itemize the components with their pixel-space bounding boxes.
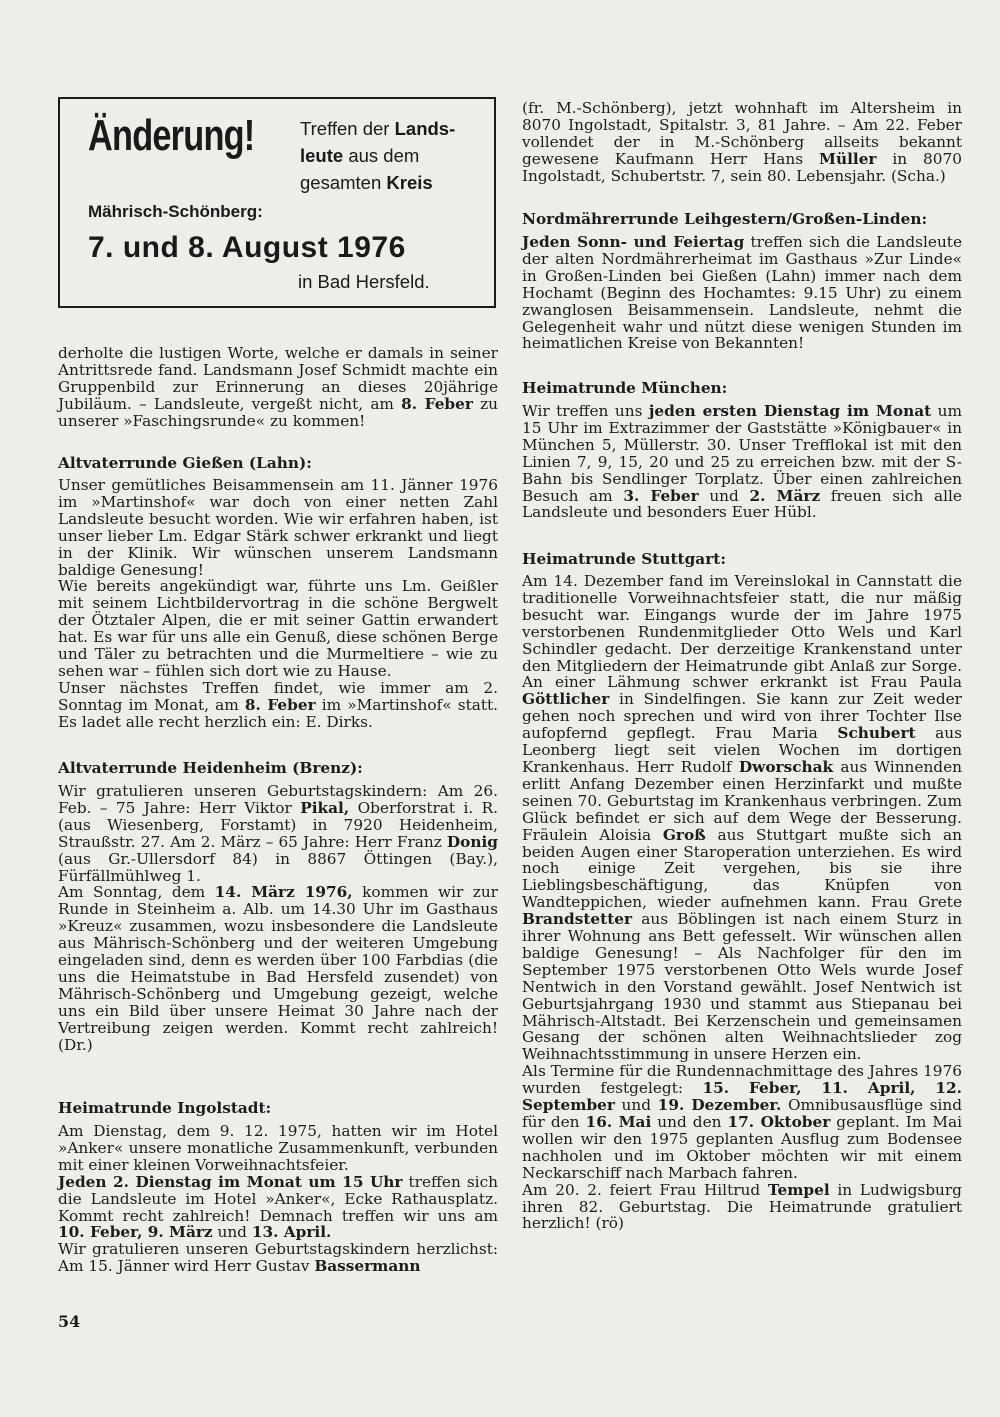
text: derholte die lustigen Worte, welche er damals in seiner Antrittsrede fand. Landsmann Josef Schmidt machte ein Gruppenbild zur Erinnerung an dieses 20jährige Jubiläum. – Landsleute, vergeßt nicht, am <box>58 344 498 413</box>
paragraph <box>522 403 962 521</box>
bold-text: Müller <box>819 149 877 168</box>
text: (fr. M.-Schönberg), jetzt wohnhaft im Altersheim in 8070 Ingolstadt, Spitalstr. 3, 81 Jahre. – Am 22. Feber vollendet der in M.-Schönberg allseits bekannt gewesene Kaufmann Herr Hans <box>522 99 962 168</box>
section-body-stuttgart <box>522 573 962 1232</box>
paragraph <box>58 1241 498 1275</box>
bold-text: 13. April. <box>251 1223 332 1242</box>
notice-bold: Lands- <box>394 118 456 139</box>
section-heading-heidenheim: Altvaterrunde Heidenheim (Brenz): <box>58 759 363 777</box>
bold-text: Tempel <box>767 1180 830 1199</box>
bold-text: Bassermann <box>314 1257 421 1276</box>
paragraph <box>58 884 498 1053</box>
text: Am 20. 2. feiert Frau Hiltrud <box>522 1180 768 1199</box>
text: in Ludwigsburg ihren 82. Geburtstag. Die Heimatrunde gratuliert herzlich! (rö) <box>522 1180 962 1233</box>
text: aus Stuttgart mußte sich an beiden Augen einer Staroperation unterziehen. Es wird noch einige Zeit vergehen, bis sie ihre Lieblingsbeschäftigung, das Knüpfen von Wandteppichen, wieder aufnehmen kann. Frau Grete <box>522 825 962 912</box>
bold-text: 8. Feber <box>244 695 316 714</box>
text: und <box>212 1223 252 1242</box>
paragraph <box>522 1063 962 1181</box>
text: Wir treffen uns <box>522 402 649 420</box>
bold-text: Dworschak <box>738 757 834 776</box>
text: Wir gratulieren unseren Geburtstagskindern: Am 26. Feb. – 75 Jahre: Herr Viktor <box>58 782 498 817</box>
bold-text: Jeden 2. Dienstag im Monat um 15 Uhr <box>58 1172 403 1191</box>
page-number: 54 <box>58 1312 81 1331</box>
bold-text: Schubert <box>837 724 916 743</box>
text: treffen sich die Landsleute der alten Nordmährerheimat im Gasthaus »Zur Linde« in Großen-Linden bei Gießen (Lahn) immer nach dem Hochamt (Beginn des Hochamtes: 9.15 Uhr) zu einem zwanglosen Beisammensein. Landsleute, nehmt die Gelegenheit wahr und nützt diese wenigen Stunden im heimatlichen Kreise von Bekannten! <box>522 233 963 353</box>
paragraph <box>522 573 962 1063</box>
text: zu unserer »Faschingsrunde« zu kommen! <box>58 394 498 430</box>
text: aus Böblingen ist nach einem Sturz in ihrer Wohnung ans Bett gefesselt. Wir wünschen allen baldige Genesung! – Als Nachfolger für den im September 1975 verstorbenen Otto Wels wurde Josef Nentwich in den Vorstand gewählt. Josef Nentwich ist Geburtsjahrgang 1930 und stammt aus Stiepanau bei Mährisch-Altstadt. Bei Kerzenschein und gemeinsamen Gesang der schönen alten Weihnachtslieder zog Weihnachtsstimmung in unsere Herzen ein. <box>522 910 962 1064</box>
paragraph <box>522 234 962 352</box>
bold-text: 3. Feber <box>623 486 699 505</box>
paragraph <box>522 1182 962 1233</box>
text: Unser nächstes Treffen findet, wie immer am 2. Sonntag im Monat, am <box>58 678 498 714</box>
section-body-ingolstadt-continued <box>522 100 962 185</box>
bold-text: 17. Oktober <box>727 1113 831 1131</box>
text: und <box>614 1096 658 1115</box>
notice-text: Treffen der <box>300 118 395 139</box>
notice-region: Mährisch-Schönberg: <box>88 202 263 221</box>
bold-text: 16. Mai <box>585 1113 652 1131</box>
text: und <box>698 486 750 505</box>
text: Oberforstrat i. R. (aus Wiesenberg, Forstamt) in 7920 Heidenheim, Straußstr. 27. Am 2. März – 65 Jahre: Herr Franz <box>58 798 498 851</box>
text: Wir gratulieren unseren Geburtstagskindern herzlichst: Am 15. Jänner wird Herr Gustav <box>58 1240 498 1276</box>
paragraph <box>522 100 962 185</box>
bold-text: 2. März <box>749 486 821 505</box>
text: (aus Gr.-Ullersdorf 84) in 8867 Öttingen (Bay.), Fürfällmühlweg 1. <box>58 849 498 885</box>
bold-text: Jeden Sonn- und Feiertag <box>522 233 745 251</box>
paragraph: Unser gemütliches Beisammensein am 11. Jänner 1976 im »Martinshof« war doch von einer netten Zahl Landsleute besucht worden. Wie wir erfahren haben, ist unser lieber Lm. Edgar Stärk schwer erkrankt und liegt in der Klinik. Wir wünschen unserem Landsmann baldige Genesung! <box>58 476 498 579</box>
text: freuen sich alle Landsleute und besonders Euer Hübl. <box>522 486 962 522</box>
text: kommen wir zur Runde in Steinheim a. Alb. um 14.30 Uhr im Gasthaus »Kreuz« zusammen, wozu insbesondere die Landsleute aus Mährisch-Schönberg und der weiteren Umgebung eingeladen sind, denn es werden über 100 Farbdias (die uns die Heimatstube in Bad Hersfeld zusendet) von Mährisch-Schönberg und Umgebung gezeigt, welche uns ein Bild über unsere Heimat 30 Jahre nach der Vertreibung zeigen werden. Kommt recht zahlreich! (Dr.) <box>58 883 498 1054</box>
notice-bold: leute <box>300 145 344 166</box>
section-heading-giessen: Altvaterrunde Gießen (Lahn): <box>58 454 312 472</box>
section-body-muenchen <box>522 403 962 521</box>
paragraph: Wie bereits angekündigt war, führte uns Lm. Geißler mit seinem Lichtbildervortrag in die schöne Bergwelt der Ötztaler Alpen, die er mit seiner Gattin erwandert hat. Es war für uns alle ein Genuß, diese schönen Berge und Täler zu betrachten und die Murmeltiere – wie zu sehen war – fühlen sich dort wie zu Hause. <box>58 577 498 680</box>
notice-box <box>58 97 496 308</box>
paragraph <box>58 680 498 731</box>
notice-date: 7. und 8. August 1976 <box>88 231 406 264</box>
text: Am 14. Dezember fand im Vereinslokal in Cannstatt die traditionelle Vorweihnachtsfeier statt, die nur mäßig besucht war. Eingangs wurde der im Jahre 1975 verstorbenen Rundenmitglieder Otto Wels und Karl Schindler gedacht. Der derzeitige Krankenstand unter den Mitgliedern der Heimatrunde gibt Anlaß zur Sorge. An einer Lähmung schwer erkrankt ist Frau Paula <box>522 572 962 692</box>
text: und den <box>651 1113 728 1131</box>
bold-text: 15. Feber, 11. April, 12. September <box>522 1079 963 1115</box>
section-heading-ingolstadt: Heimatrunde Ingolstadt: <box>58 1099 272 1117</box>
text: aus Leonberg liegt seit vielen Wochen im dortigen Krankenhaus. Herr Rudolf <box>522 724 962 776</box>
text: Omnibusausflüge sind für den <box>522 1096 962 1131</box>
section-heading-stuttgart: Heimatrunde Stuttgart: <box>522 550 726 568</box>
bold-text: 14. März 1976, <box>214 883 353 902</box>
text: Am Sonntag, dem <box>58 883 215 902</box>
section-body-giessen <box>58 477 498 731</box>
text: aus Winnenden erlitt Anfang Dezember einen Herzinfarkt und mußte seinen 70. Geburtstag im Krankenhaus verbringen. Zum Glück befindet er sich auf dem Wege der Besserung. Fräulein Aloisia <box>522 757 963 844</box>
notice-bold: Kreis <box>386 172 433 193</box>
section-heading-leihgestern: Nordmährerrunde Leihgestern/Großen-Linden: <box>522 210 928 228</box>
bold-text: Brandstetter <box>522 910 633 929</box>
bold-text: 10. Feber, 9. März <box>58 1223 213 1242</box>
paragraph: Am Dienstag, dem 9. 12. 1975, hatten wir im Hotel »Anker« unsere monatliche Zusammenkunft, verbunden mit einer kleinen Vorweihnachtsfeier. <box>58 1122 498 1174</box>
bold-text: jeden ersten Dienstag im Monat <box>648 402 932 420</box>
bold-text: Groß <box>662 825 706 844</box>
section-body-leihgestern <box>522 234 962 352</box>
section-heading-muenchen: Heimatrunde München: <box>522 379 728 397</box>
notice-place: in Bad Hersfeld. <box>298 271 430 292</box>
text: in Sindelfingen. Sie kann zur Zeit weder gehen noch sprechen und wird von ihrer Tochter Ilse aufopfernd gepflegt. Frau Maria <box>522 690 962 743</box>
text: geplant. Im Mai wollen wir den 1975 geplanten Ausflug zum Bodensee nachholen und im Oktober möchten wir mit einem Neckarschiff nach Marbach fahren. <box>522 1113 963 1182</box>
bold-text: Göttlicher <box>522 690 610 709</box>
notice-subtitle <box>300 115 455 196</box>
notice-text: aus dem <box>343 145 420 166</box>
text: in 8070 Ingolstadt, Schubertstr. 7, sein 80. Lebensjahr. (Scha.) <box>522 149 962 185</box>
intro-paragraph <box>58 345 498 430</box>
text: im »Martinshof« statt. Es ladet alle recht herzlich ein: E. Dirks. <box>58 695 498 731</box>
bold-text: Pikal, <box>300 798 350 817</box>
paragraph <box>58 1174 498 1242</box>
notice-text: gesamten <box>300 172 387 193</box>
bold-text: Donig <box>446 832 498 851</box>
section-body-ingolstadt <box>58 1123 498 1275</box>
section-body-heidenheim <box>58 783 498 1054</box>
bold-text: 8. Feber <box>401 394 473 413</box>
text: treffen sich die Landsleute im Hotel »Anker«, Ecke Rathausplatz. Kommt recht zahlreich! Demnach treffen wir uns am <box>58 1172 498 1225</box>
notice-title: Änderung! <box>88 111 255 160</box>
paragraph <box>58 783 498 884</box>
text: um 15 Uhr im Extrazimmer der Gaststätte »Königbauer« in München 5, Müllerstr. 30. Unser Trefflokal ist mit den Linien 7, 9, 15, 20 und 25 zu erreichen bzw. mit der S-Bahn bis Sendlinger Torplatz. Über einen zahlreichen Besuch am <box>522 402 962 505</box>
bold-text: 19. Dezember. <box>657 1096 782 1115</box>
text: Als Termine für die Rundennachmittage des Jahres 1976 wurden festgelegt: <box>522 1062 962 1098</box>
